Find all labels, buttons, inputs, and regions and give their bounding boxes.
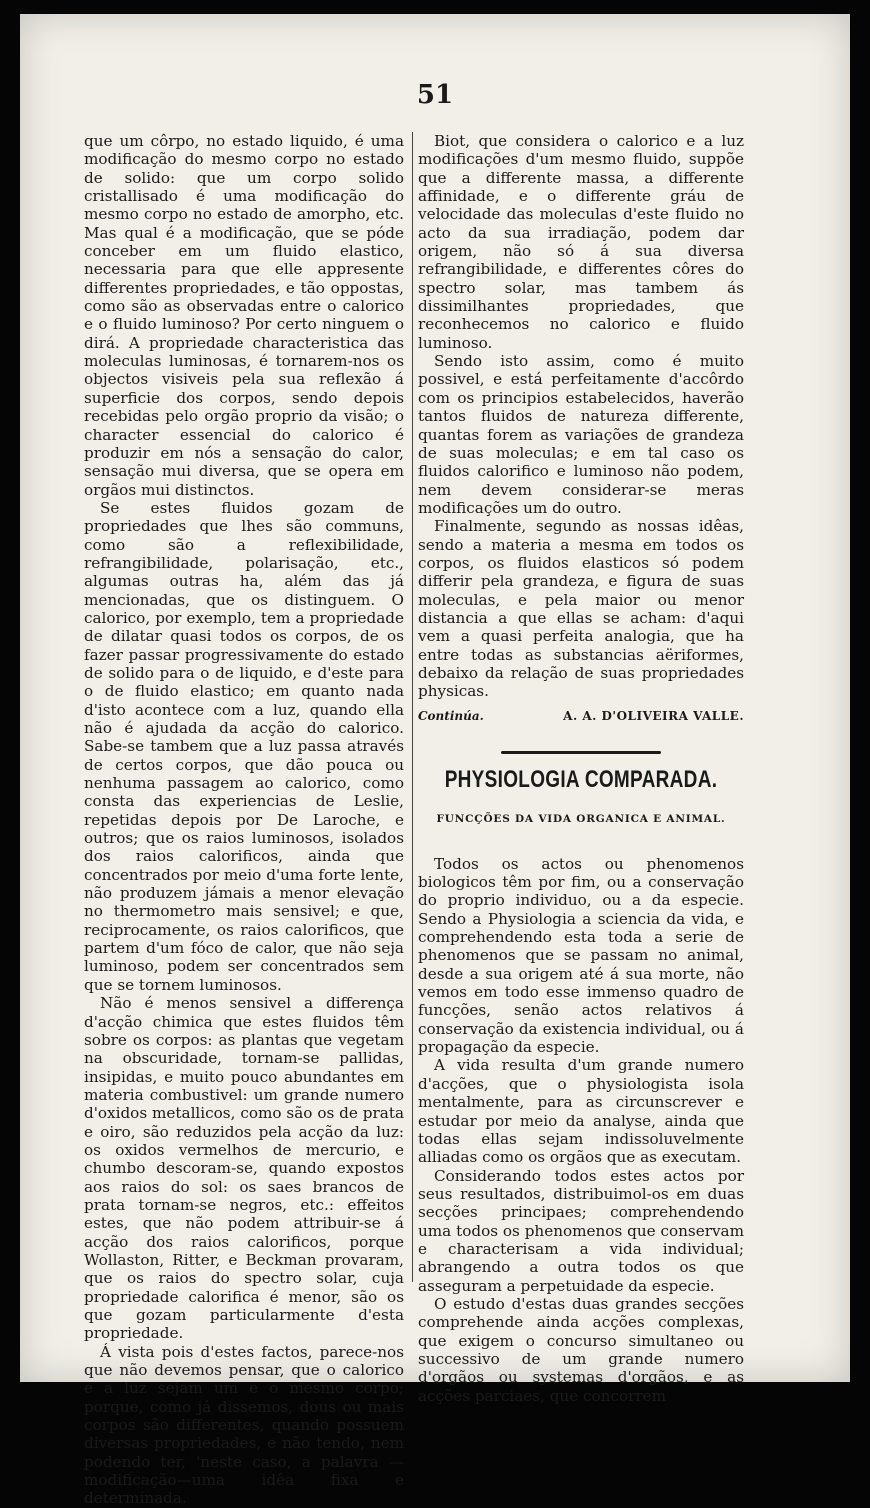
continua-label: Continúa. [418, 708, 484, 723]
right-column [418, 132, 744, 1405]
section-subtitle: FUNCÇÕES DA VIDA ORGANICA E ANIMAL. [436, 813, 726, 826]
column-divider [412, 132, 413, 1282]
paragraph: O estudo d'estas duas grandes secções comprehende ainda acções complexas, que exigem o concurso simultaneo ou successivo de um grande numero d'orgãos ou systemas d'orgãos, e as acções parciaes, que concorrem [418, 1294, 744, 1405]
paragraph: que um côrpo, no estado liquido, é uma modificação do mesmo corpo no estado de solido: que um corpo solido cristallisado é uma modificação do mesmo corpo no estado de amorpho, etc. Mas qual é a modificação, que se póde conceber em um fluido elastico, necessaria para que elle appresente differentes propriedades, e tão oppostas, como são as observadas entre o calorico e o fluido luminoso? Por certo ninguem o dirá. A propriedade characteristica das moleculas luminosas, é tornarem-nos os objectos visiveis pela sua reflexão á superficie dos corpos, sendo depois recebidas pelo orgão proprio da visão; o character essencial do calorico é produzir em nós a sensação do calor, sensação mui diversa, que se opera em orgãos mui distinctos. [84, 132, 404, 499]
author-name: A. A. D'OLIVEIRA VALLE. [563, 708, 744, 723]
paragraph: Todos os actos ou phenomenos biologicos têm por fim, ou a conservação do proprio individuo, ou a da especie. Sendo a Physiologia a sciencia da vida, e comprehendendo esta toda a serie de phenomenos que se passam no animal, desde a sua origem até á sua morte, não vemos em todo esse immenso quadro de funcções, senão actos relativos á conservação da existencia individual, ou á propagação da especie. [418, 854, 744, 1057]
page-number: 51 [416, 80, 454, 110]
section-rule [501, 751, 661, 754]
paragraph: Finalmente, segundo as nossas idêas, sendo a materia a mesma em todos os corpos, os fluidos elasticos só podem differir pela grandeza, e figura de suas moleculas, e pela maior ou menor distancia a que ellas se acham: d'aqui vem a quasi perfeita analogia, que ha entre todas as substancias aëriformes, debaixo da relação de suas propriedades physicas. [418, 517, 744, 701]
paragraph: Sendo isto assim, como é muito possivel, e está perfeitamente d'accôrdo com os principios estabelecidos, haverão tantos fluidos de natureza differente, quantas forem as variações de grandeza de suas moleculas; e em tal caso os fluidos calorifico e luminoso não podem, nem devem considerar-se meras modificações um do outro. [418, 352, 744, 517]
left-column [84, 132, 404, 1508]
paragraph: Á vista pois d'estes factos, parece-nos que não devemos pensar, que o calorico e a luz sejam um e o mesmo corpo; porque, como já dissemos, dous ou mais corpos são differentes, quando possuem diversas propriedades, e não tendo, nem podendo ter, 'neste caso, a palavra —modificação—uma idêa fixa e determinada. [84, 1342, 404, 1508]
paragraph: Considerando todos estes actos por seus resultados, distribuimol-os em duas secções principaes; comprehendendo uma todos os phenomenos que conservam e characterisam a vida individual; abrangendo a outra todos os que asseguram a perpetuidade da especie. [418, 1166, 744, 1295]
paragraph: Biot, que considera o calorico e a luz modificações d'um mesmo fluido, suppõe que a differente massa, a differente affinidade, e o differente gráu de velocidade das moleculas d'este fluido no acto da sua irradiação, podem dar origem, não só á sua diversa refrangibilidade, e differentes côres do spectro solar, mas tambem ás dissimilhantes propriedades, que reconhecemos no calorico e fluido luminoso. [418, 132, 744, 352]
paragraph: A vida resulta d'um grande numero d'acções, que o physiologista isola mentalmente, para as circunscrever e estudar por meio da analyse, ainda que todas ellas sejam indissoluvelmente alliadas como os orgãos que as executam. [418, 1056, 744, 1167]
section-title: PHYSIOLOGIA COMPARADA. [444, 767, 718, 794]
paragraph: Não é menos sensivel a differença d'acção chimica que estes fluidos têm sobre os corpos: as plantas que vegetam na obscuridade, tornam-se pallidas, insipidas, e muito pouco abundantes em materia combustivel: um grande numero d'oxidos metallicos, como são os de prata e oiro, são reduzidos pela acção da luz: os oxidos vermelhos de mercurio, e chumbo descoram-se, quando expostos aos raios do sol: os saes brancos de prata tornam-se negros, etc.: effeitos estes, que não podem attribuir-se á acção dos raios calorificos, porque Wollaston, Ritter, e Beckman provaram, que os raios do spectro solar, cuja propriedade calorifica é menor, são os que gozam particularmente d'esta propriedade. [84, 994, 404, 1343]
paragraph: Se estes fluidos gozam de propriedades que lhes são communs, como são a reflexibilidade, refrangibilidade, polarisação, etc., algumas outras ha, além das já mencionadas, que os distinguem. O calorico, por exemplo, tem a propriedade de dilatar quasi todos os corpos, de os fazer passar progressivamente do estado de solido para o de liquido, e d'este para o de fluido elastico; em quanto nada d'isto acontece com a luz, quando ella não é ajudada da acção do calorico. Sabe-se tambem que a luz passa através de certos corpos, que dão pouca ou nenhuma passagem ao calorico, como consta das experiencias de Leslie, repetidas depois por De Laroche, e outros; que os raios luminosos, isolados dos raios calorificos, ainda que concentrados por meio d'uma forte lente, não produzem jámais a menor elevação no thermometro mais sensivel; e que, reciprocamente, os raios calorificos, que partem d'um fóco de calor, que não seja luminoso, podem ser concentrados sem que se tornem luminosos. [84, 498, 404, 994]
article-signature [418, 707, 744, 725]
newspaper-page [20, 14, 850, 1508]
